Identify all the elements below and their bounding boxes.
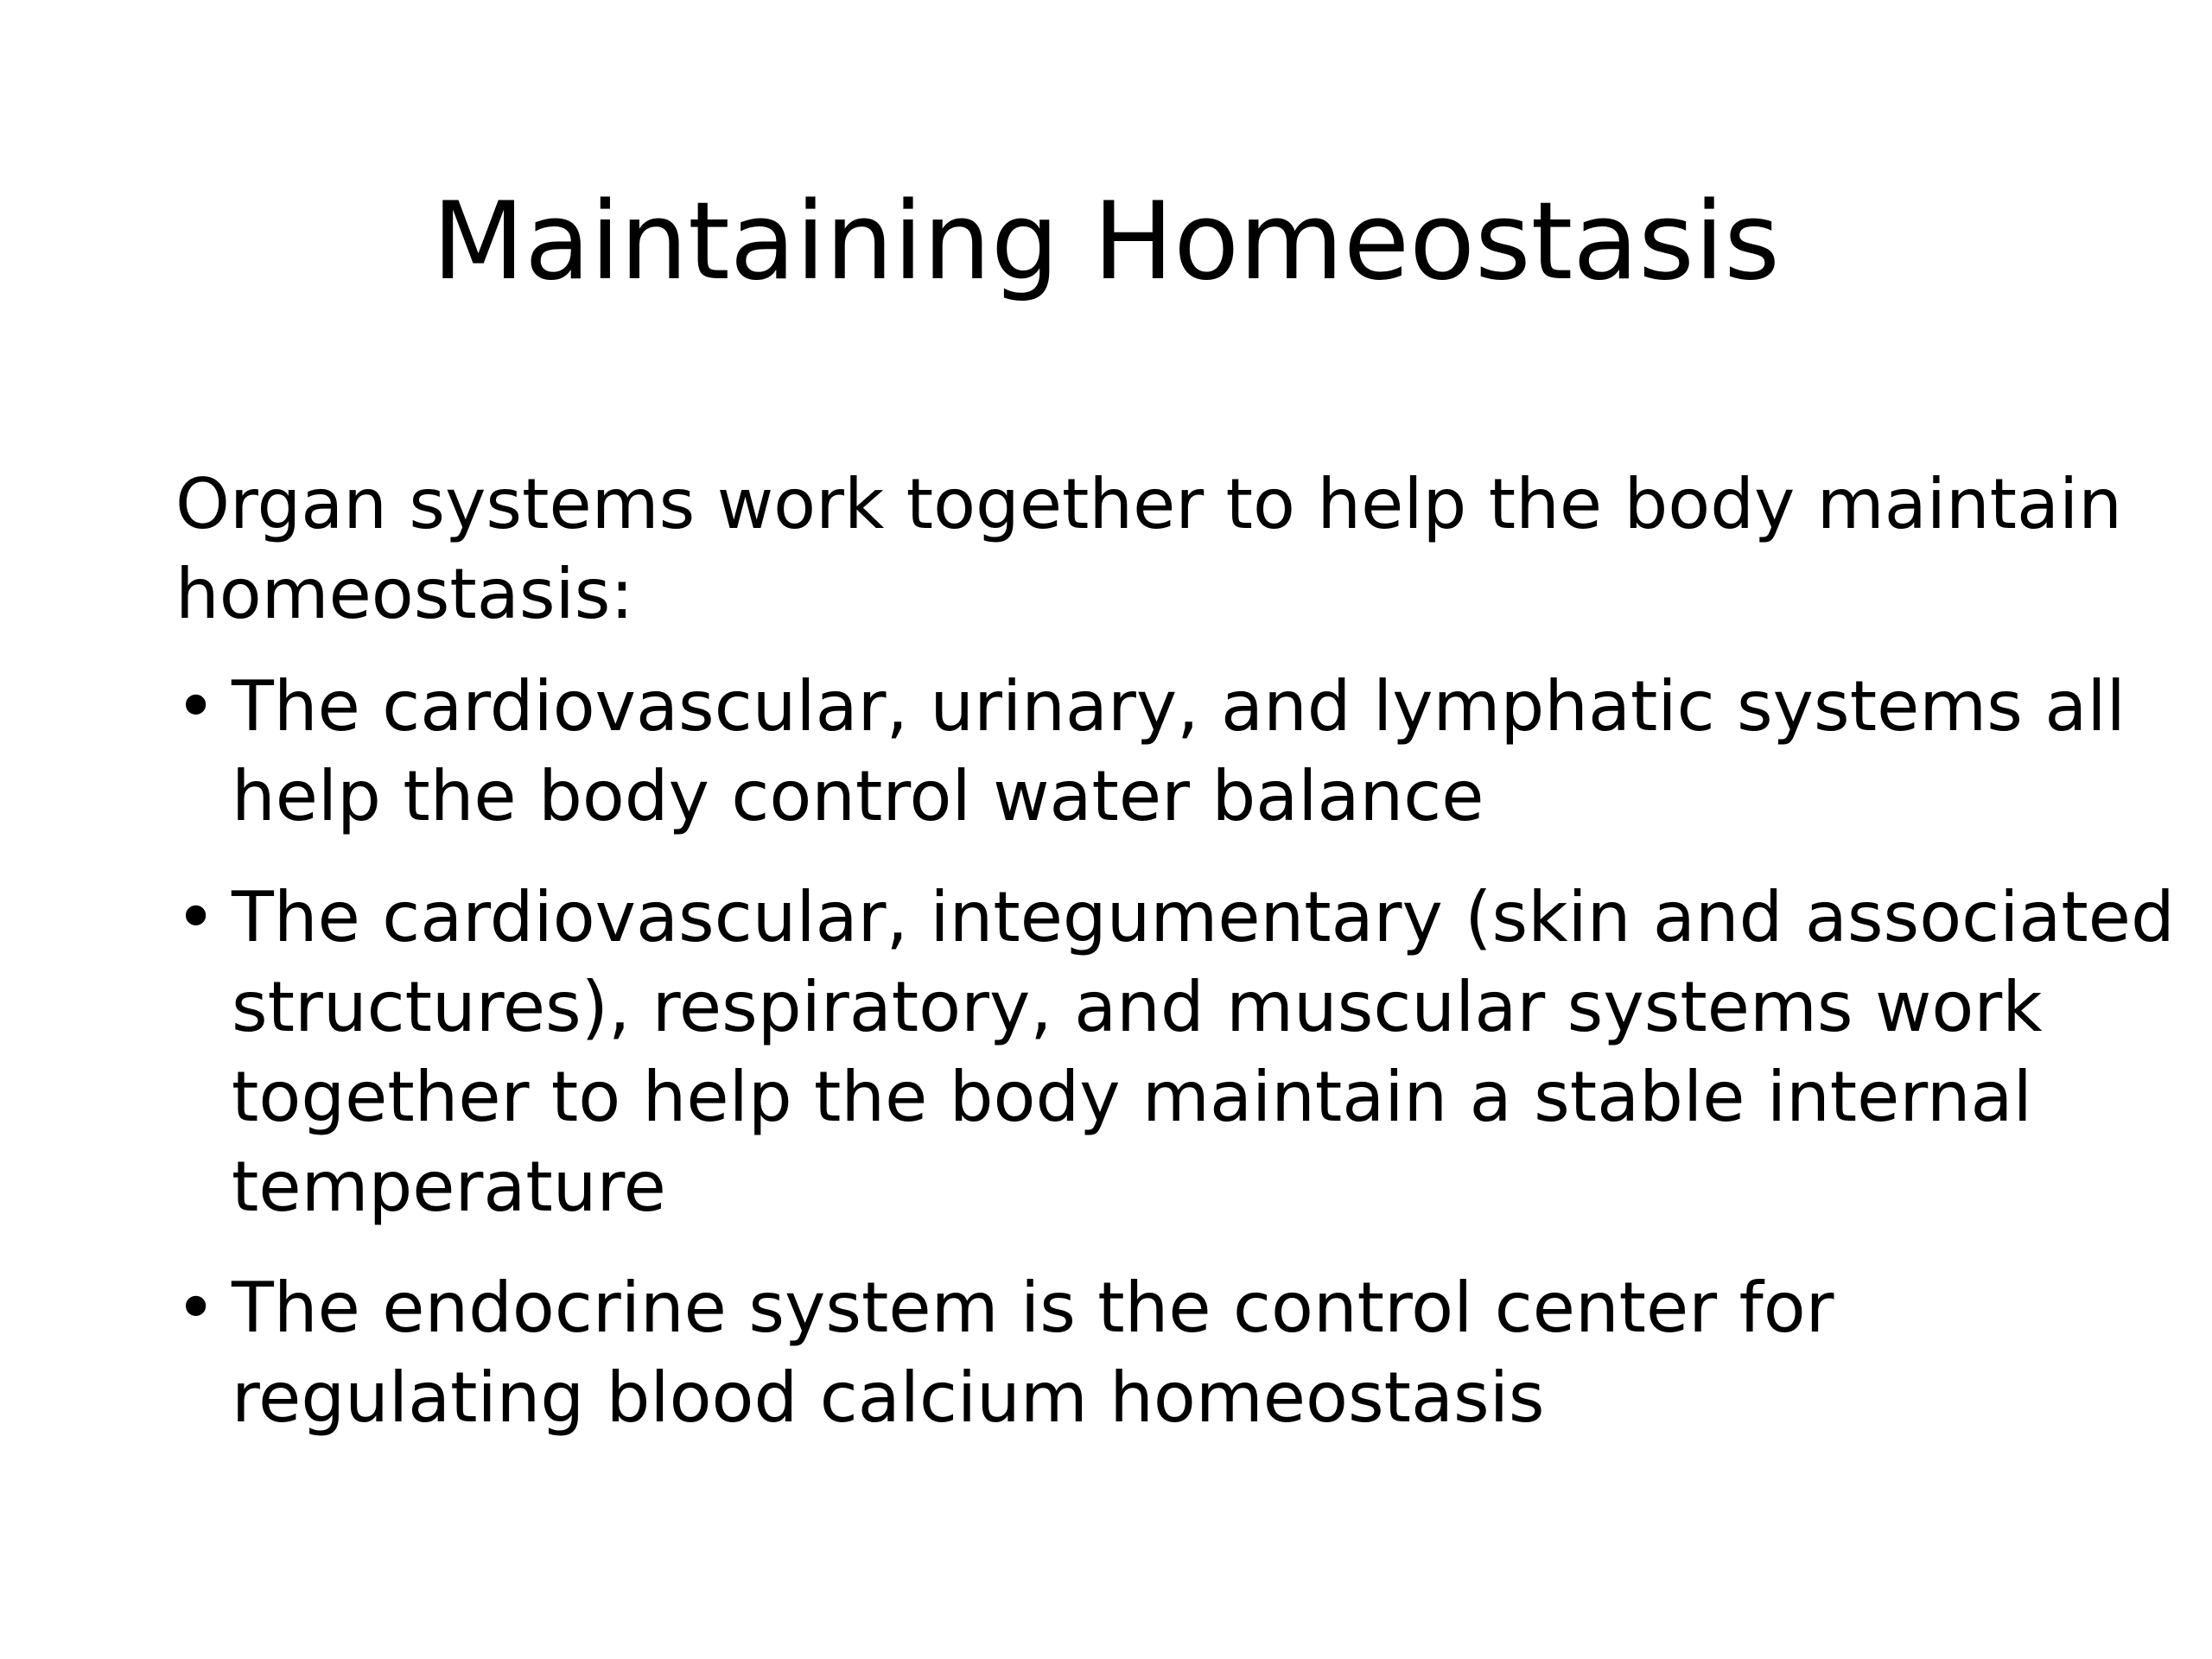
intro-line: homeostasis: bbox=[175, 554, 634, 634]
bullet-line: temperature bbox=[232, 1147, 666, 1227]
bullet-item-calcium bbox=[175, 1263, 2076, 1443]
bullet-item-temperature bbox=[175, 873, 2175, 1232]
bullet-line: help the body control water balance bbox=[232, 756, 1484, 836]
intro-line: Organ systems work together to help the body maintain bbox=[175, 464, 2122, 544]
bullet-icon: • bbox=[175, 666, 217, 747]
bullet-item-water-balance bbox=[175, 662, 2126, 842]
slide-body bbox=[175, 460, 2175, 1474]
slide-title: Maintaining Homeostasis bbox=[432, 180, 1780, 304]
bullet-list bbox=[175, 662, 2175, 1443]
bullet-line: The cardiovascular, urinary, and lymphatic systems all bbox=[232, 666, 2126, 747]
bullet-line: regulating blood calcium homeostasis bbox=[232, 1357, 1545, 1438]
bullet-line: structures), respiratory, and muscular systems work bbox=[232, 967, 2043, 1047]
intro-paragraph bbox=[175, 460, 2122, 639]
bullet-line: The cardiovascular, integumentary (skin and associated bbox=[232, 877, 2175, 957]
bullet-icon: • bbox=[175, 1268, 217, 1348]
bullet-icon: • bbox=[175, 877, 217, 957]
bullet-line: together to help the body maintain a stable internal bbox=[232, 1057, 2032, 1137]
bullet-line: The endocrine system is the control center for bbox=[232, 1268, 1834, 1348]
